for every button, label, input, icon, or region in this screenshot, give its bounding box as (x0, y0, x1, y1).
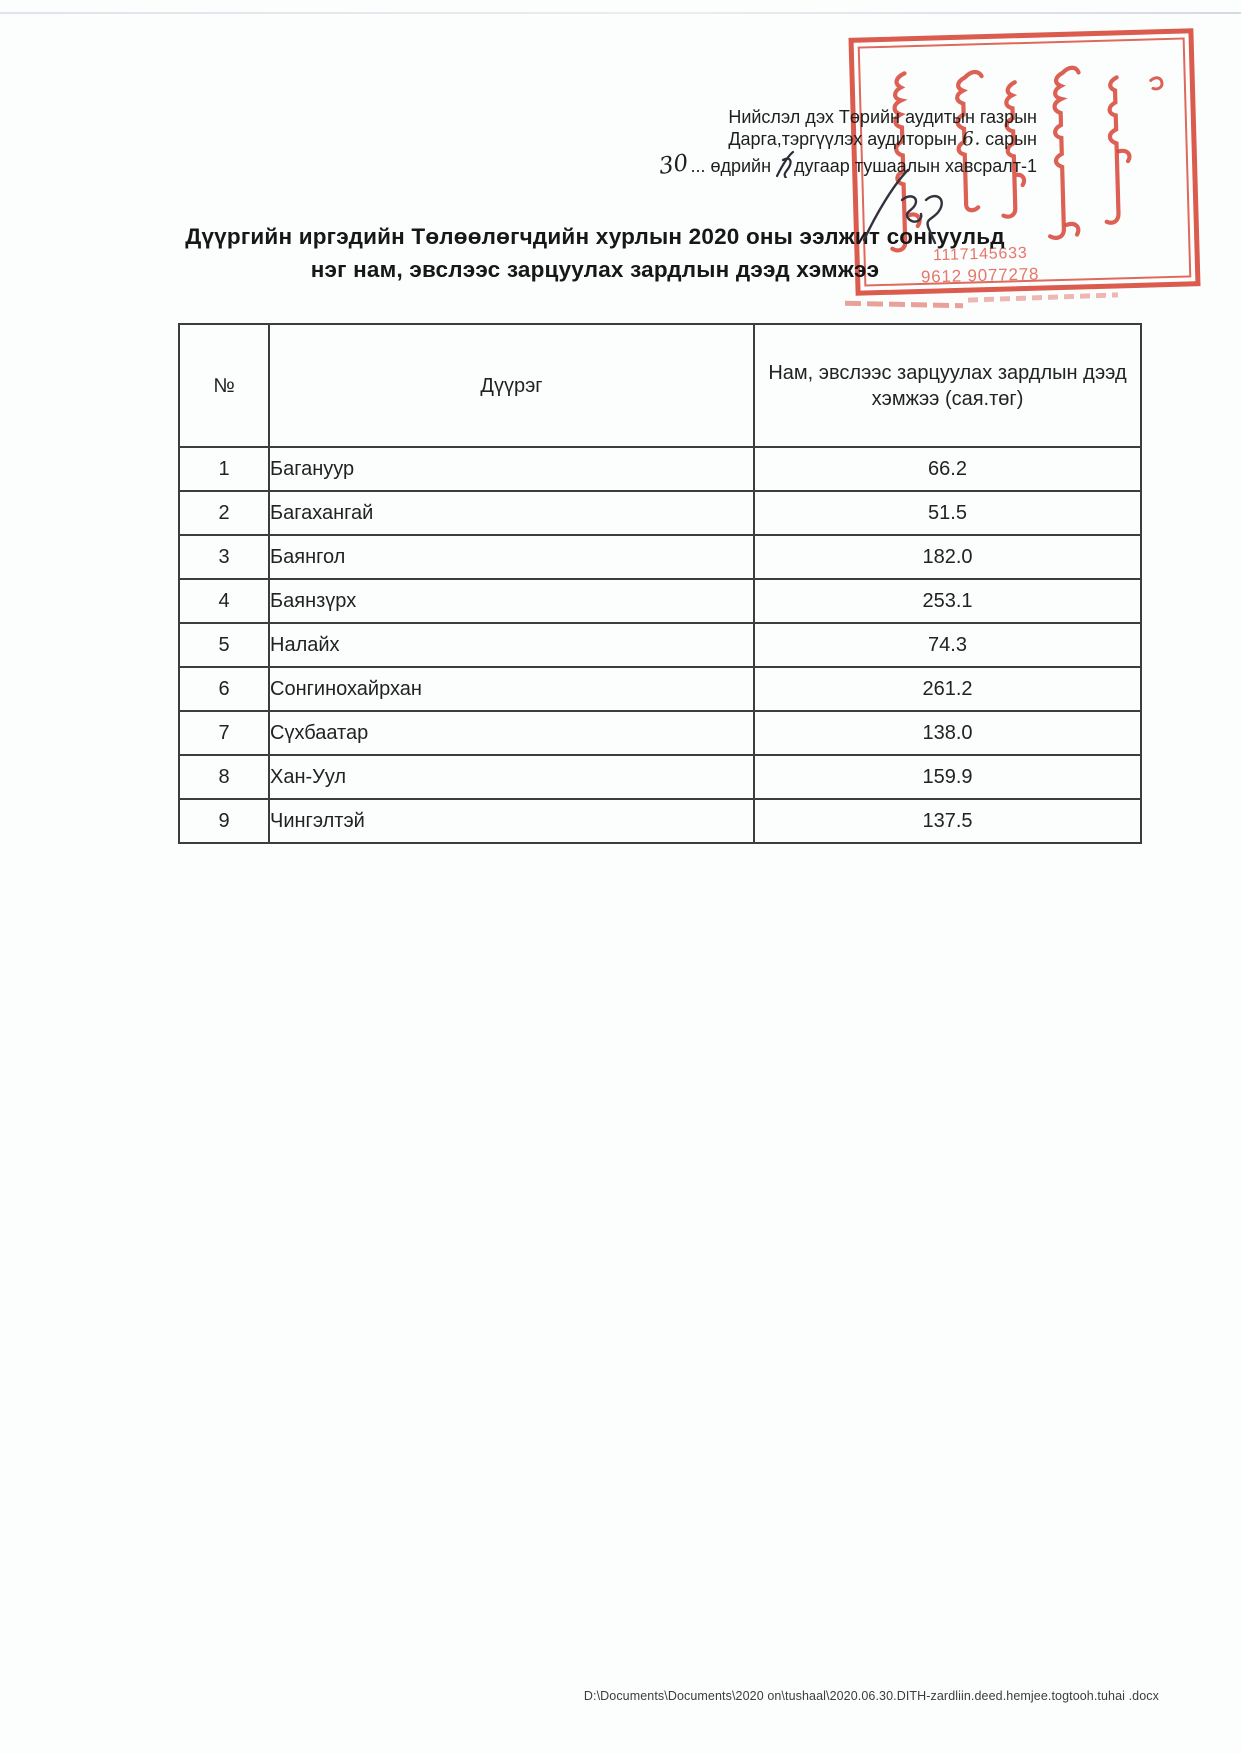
row-number-cell: 8 (179, 755, 269, 799)
col-header-district: Дүүрэг (269, 324, 754, 447)
district-cell: Хан-Уул (269, 755, 754, 799)
title-line-1: Дүүргийн иргэдийн Төлөөлөгчдийн хурлын 2020 оны ээлжит сонгуульд (185, 224, 1005, 249)
stamp-smudge-mark (968, 292, 1118, 302)
district-cell: Чингэлтэй (269, 799, 754, 843)
row-number-cell: 9 (179, 799, 269, 843)
amount-cell: 253.1 (754, 579, 1141, 623)
scan-artifact-line (0, 12, 1241, 14)
amount-cell: 66.2 (754, 447, 1141, 491)
table-row (179, 667, 1141, 711)
handwritten-signature (858, 166, 953, 244)
row-number-cell: 3 (179, 535, 269, 579)
district-cell: Сүхбаатар (269, 711, 754, 755)
row-number-cell: 7 (179, 711, 269, 755)
table-row (179, 755, 1141, 799)
row-number-cell: 1 (179, 447, 269, 491)
table-row (179, 711, 1141, 755)
amount-cell: 182.0 (754, 535, 1141, 579)
table-row (179, 491, 1141, 535)
amount-cell: 261.2 (754, 667, 1141, 711)
amount-cell: 137.5 (754, 799, 1141, 843)
table-header (179, 324, 1141, 447)
table-body (179, 447, 1141, 843)
amount-cell: 138.0 (754, 711, 1141, 755)
stamp-number-1: 1117145633 (932, 244, 1028, 265)
district-cell: Багануур (269, 447, 754, 491)
table-row (179, 623, 1141, 667)
annotation-line-3: 30... өдрийн дугаар тушаалын хавсралт-1 (657, 150, 1037, 180)
col-header-number: № (179, 324, 269, 447)
district-cell: Баянзүрх (269, 579, 754, 623)
annotation-line-1: Нийслэл дэх Төрийн аудитын газрын (728, 107, 1037, 127)
stamp-number-2: 9612 9077278 (920, 264, 1040, 287)
district-cell: Багахангай (269, 491, 754, 535)
handwritten-day: 30 (657, 150, 691, 180)
row-number-cell: 2 (179, 491, 269, 535)
handwritten-mark-icon (774, 150, 796, 178)
handwritten-month: 6. (961, 127, 981, 151)
table-row (179, 535, 1141, 579)
title-line-2: нэг нам, эвслээс зарцуулах зардлын дээд хэмжээ (310, 257, 880, 282)
amount-cell: 159.9 (754, 755, 1141, 799)
table-row (179, 447, 1141, 491)
col-header-amount: Нам, эвслээс зарцуулах зардлын дээд хэмжээ (сая.төг) (754, 324, 1141, 447)
table-header-row (179, 324, 1141, 447)
table-row (179, 799, 1141, 843)
amount-cell: 74.3 (754, 623, 1141, 667)
footer-file-path: D:\Documents\Documents\2020 on\tushaal\2020.06.30.DITH-zardliin.deed.hemjee.togtooh.tuhai .docx (583, 1689, 1159, 1703)
row-number-cell: 4 (179, 579, 269, 623)
row-number-cell: 5 (179, 623, 269, 667)
page-title (0, 220, 1190, 286)
row-number-cell: 6 (179, 667, 269, 711)
district-cell: Сонгинохайрхан (269, 667, 754, 711)
annotation-line-2: Дарга,тэргүүлэх аудиторын 6. сарын (728, 127, 1037, 151)
amount-cell: 51.5 (754, 491, 1141, 535)
approval-annotation (659, 106, 1037, 178)
district-cell: Налайх (269, 623, 754, 667)
stamp-smudge-mark (845, 301, 963, 308)
district-cell: Баянгол (269, 535, 754, 579)
table-row (179, 579, 1141, 623)
expense-limit-table (178, 323, 1142, 844)
